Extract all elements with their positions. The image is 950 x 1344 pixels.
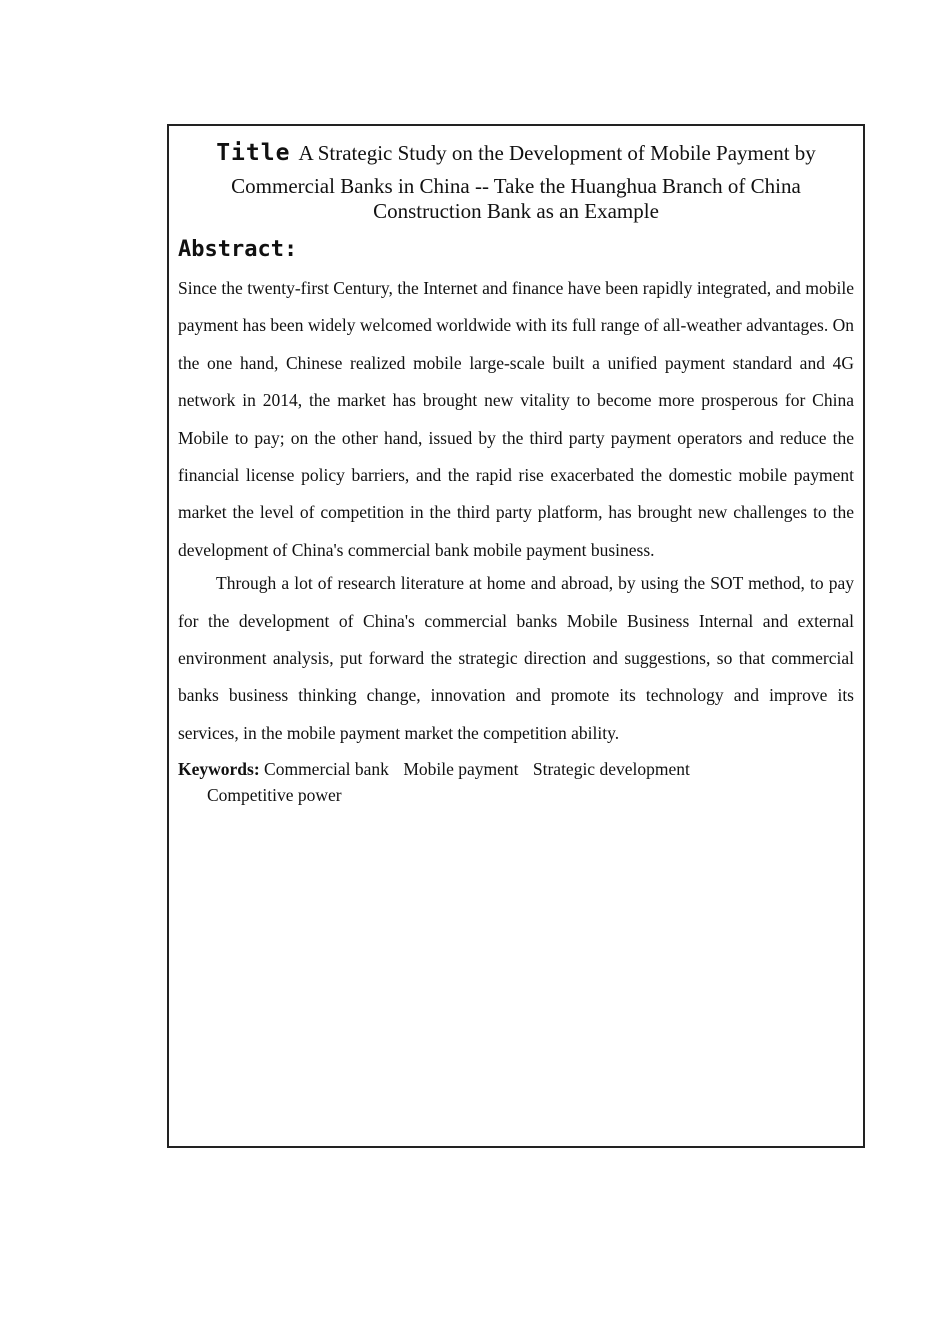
- abstract-content: [178, 126, 854, 808]
- keyword-item: Commercial bank: [264, 759, 389, 780]
- keyword-item: Strategic development: [532, 759, 690, 780]
- abstract-paragraph-2: Through a lot of research literature at home and abroad, by using the SOT method, to pay for the development of China's commercial banks Mobile Business Internal and external environment analysis, put forward the strategic direction and suggestions, so that commercial banks business thinking change, innovation and promote its technology and improve its services, in the mobile payment market the competition ability.: [178, 573, 854, 743]
- keywords-label: Keywords:: [178, 759, 260, 780]
- keywords-line-1: [178, 756, 854, 782]
- title-text-line-1: A Strategic Study on the Development of Mobile Payment by: [298, 141, 816, 165]
- keyword-item: Mobile payment: [403, 759, 519, 780]
- title-block: [178, 126, 854, 224]
- keyword-item: Competitive power: [207, 785, 342, 806]
- abstract-frame: [167, 124, 865, 1148]
- title-text-line-2: Commercial Banks in China -- Take the Huanghua Branch of China: [231, 174, 801, 198]
- abstract-heading: Abstract:: [178, 237, 298, 262]
- keywords: [178, 756, 854, 808]
- title-text-line-3: Construction Bank as an Example: [373, 199, 659, 223]
- title-line-1: [178, 138, 854, 168]
- abstract-paragraph-1: Since the twenty-first Century, the Internet and finance have been rapidly integrated, and mobile payment has been widely welcomed worldwide with its full range of all-weather advantages. On the one hand, Chinese realized mobile large-scale built a unified payment standard and 4G network in 2014, the market has brought new vitality to become more prosperous for China Mobile to pay; on the other hand, issued by the third party payment operators and reduce the financial license policy barriers, and the rapid rise exacerbated the domestic mobile payment market the level of competition in the third party platform, has brought new challenges to the development of China's commercial bank mobile payment business.: [178, 278, 854, 560]
- keywords-line-2: [178, 782, 854, 808]
- title-label: Title: [216, 140, 291, 166]
